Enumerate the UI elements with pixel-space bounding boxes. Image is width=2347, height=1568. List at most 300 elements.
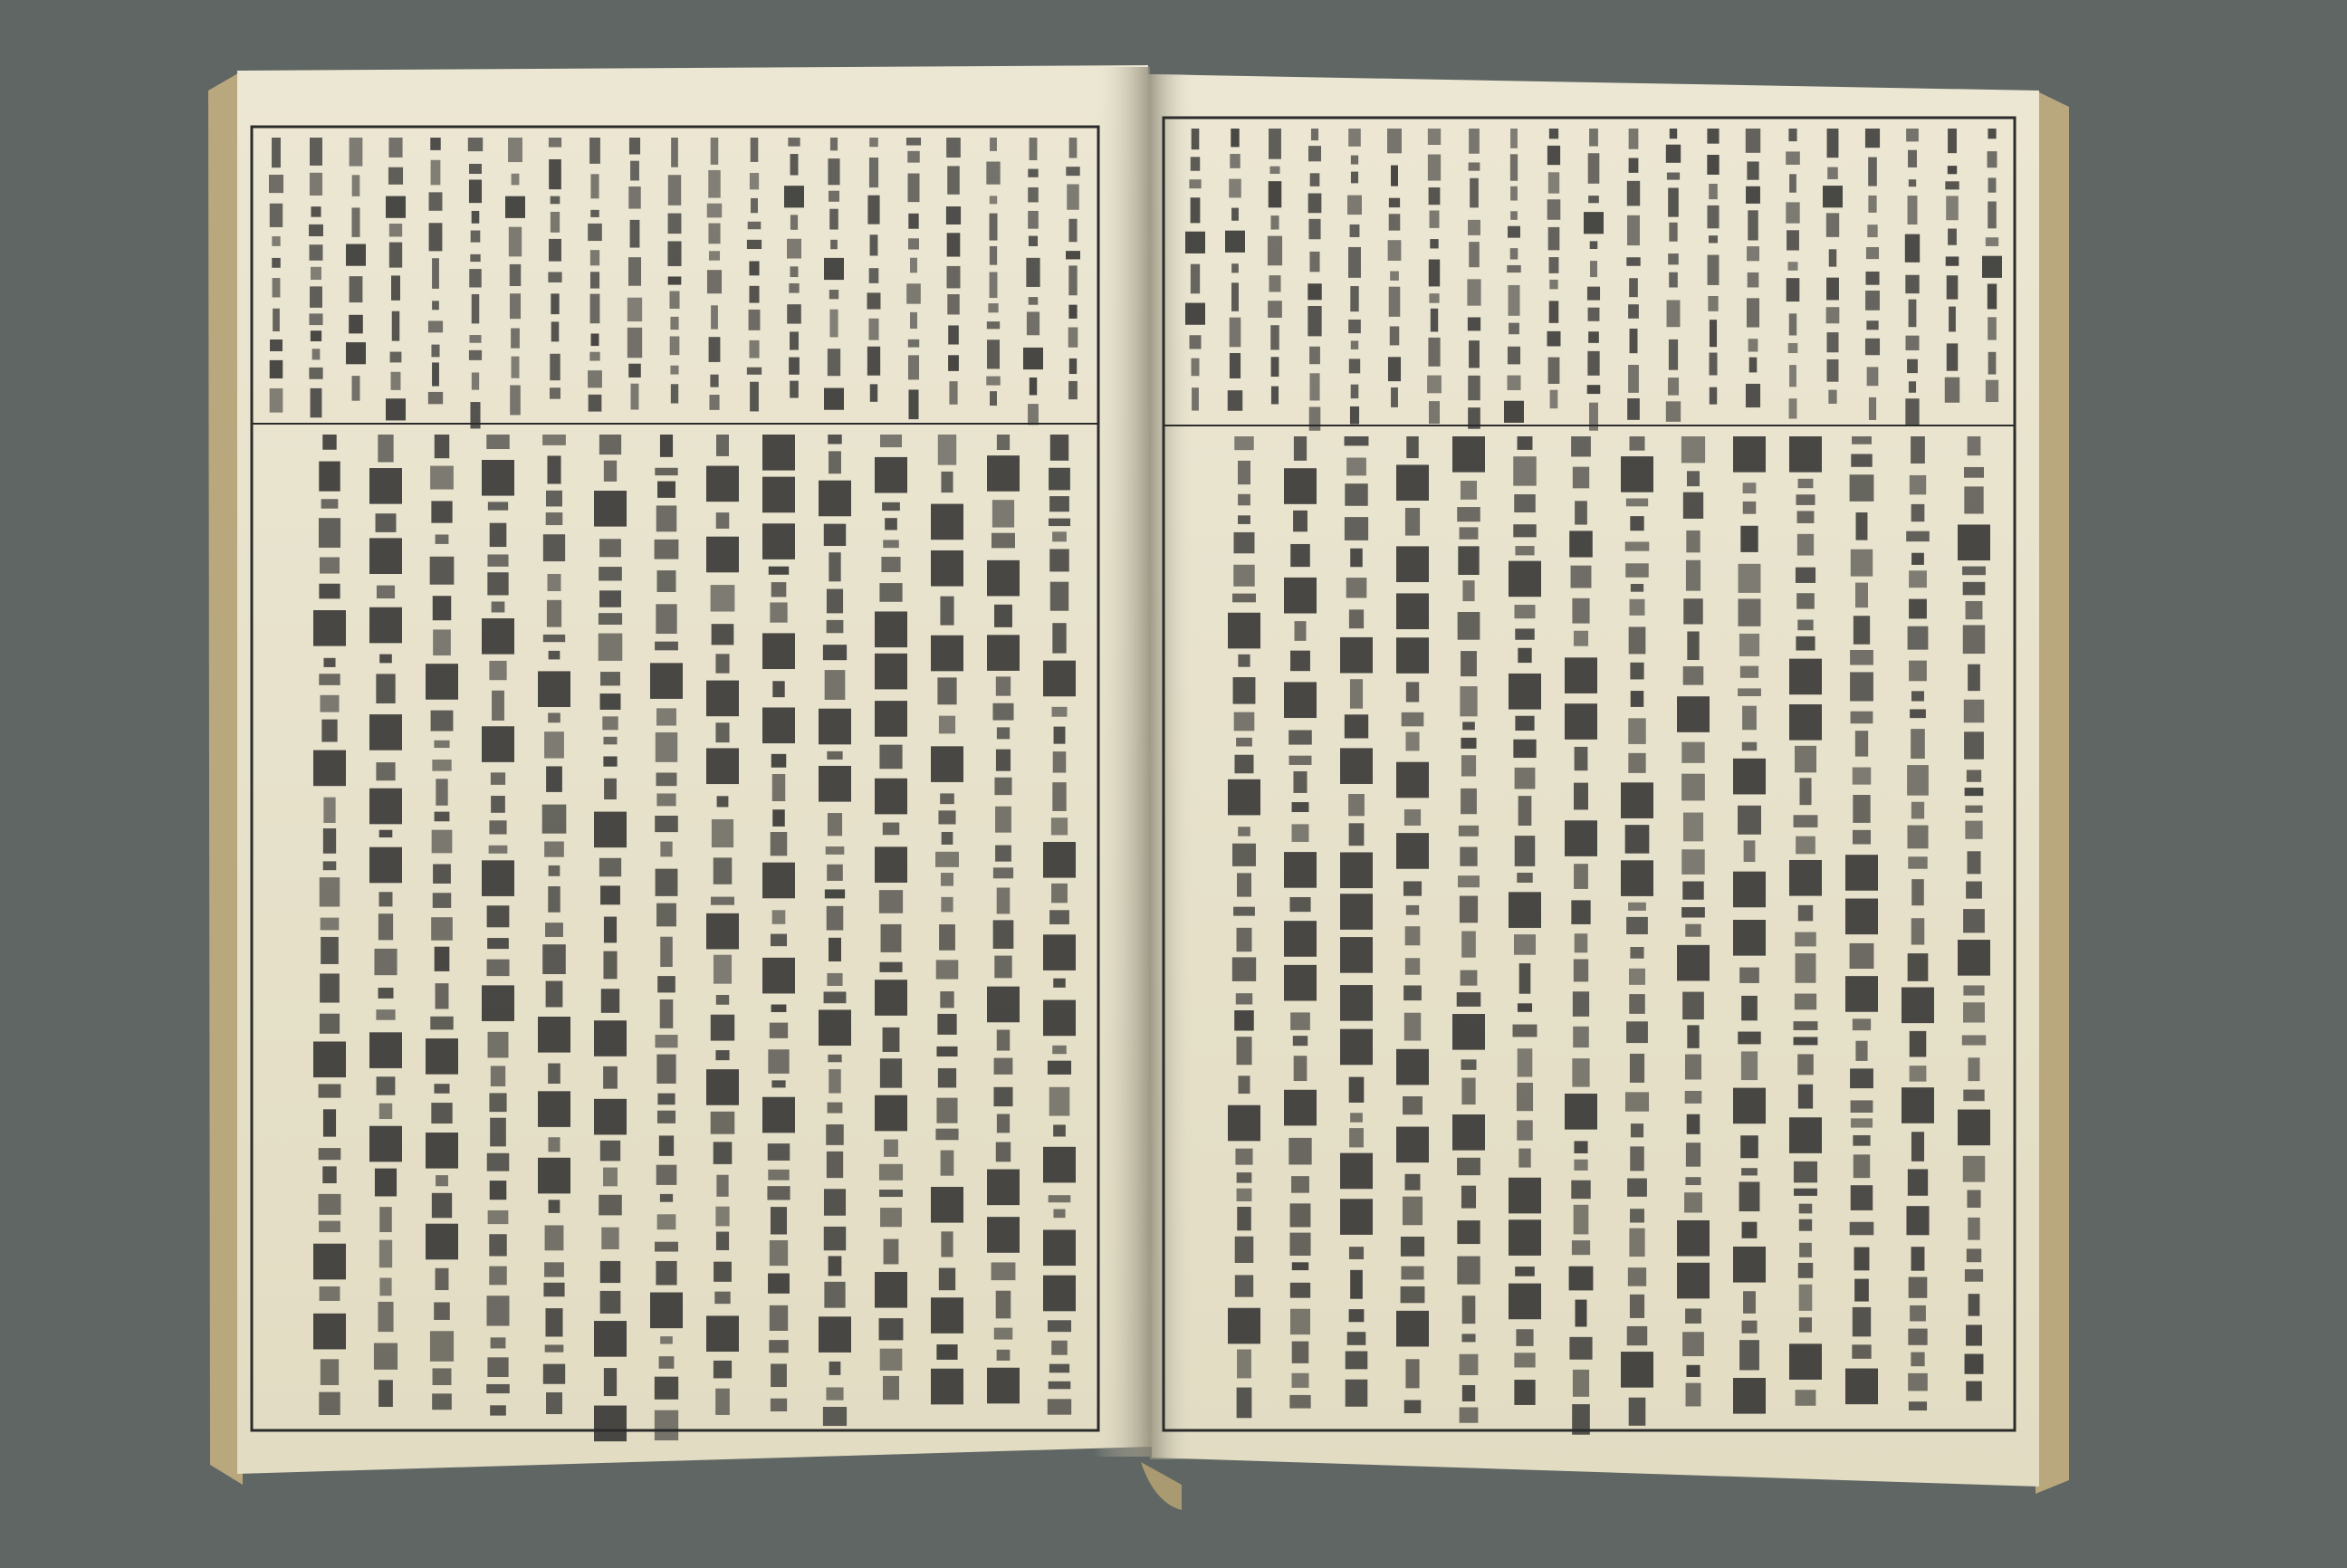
- print-mark: [548, 1064, 560, 1084]
- print-mark: [1911, 802, 1924, 819]
- print-mark: [936, 960, 959, 979]
- print-mark: [1677, 1220, 1710, 1257]
- print-mark: [824, 1189, 846, 1215]
- print-mark: [472, 294, 479, 323]
- print-mark: [1515, 836, 1536, 866]
- print-mark: [309, 244, 322, 261]
- print-mark: [1851, 1185, 1873, 1210]
- print-mark: [1571, 436, 1591, 456]
- print-mark: [1789, 1343, 1822, 1380]
- print-mark: [1867, 225, 1877, 237]
- print-mark: [590, 294, 600, 324]
- print-mark: [1396, 1127, 1429, 1163]
- print-mark: [1798, 905, 1813, 922]
- print-mark: [1909, 381, 1916, 393]
- print-mark: [881, 557, 900, 572]
- print-mark: [659, 1135, 674, 1155]
- print-mark: [270, 388, 283, 413]
- print-mark: [1908, 150, 1917, 167]
- print-mark: [369, 538, 402, 574]
- print-mark: [1027, 311, 1039, 335]
- print-mark: [712, 624, 734, 645]
- print-mark: [434, 741, 449, 748]
- print-mark: [599, 435, 621, 454]
- print-mark: [1043, 661, 1076, 697]
- print-mark: [1468, 220, 1480, 235]
- print-mark: [599, 858, 621, 876]
- print-mark: [1789, 174, 1796, 192]
- print-mark: [819, 709, 851, 745]
- print-mark: [879, 1164, 903, 1181]
- print-mark: [946, 138, 961, 158]
- print-mark: [487, 1296, 510, 1325]
- print-mark: [1461, 1186, 1476, 1209]
- print-mark: [762, 633, 795, 669]
- print-mark: [1742, 706, 1757, 731]
- print-mark: [1030, 138, 1038, 160]
- print-mark: [1851, 550, 1873, 577]
- print-mark: [313, 751, 346, 787]
- print-mark: [549, 1200, 560, 1213]
- print-mark: [1235, 1275, 1253, 1296]
- print-mark: [599, 634, 623, 661]
- print-mark: [1189, 179, 1201, 188]
- print-mark: [1625, 1092, 1649, 1111]
- print-mark: [1308, 283, 1321, 300]
- print-mark: [1786, 151, 1800, 165]
- print-mark: [1461, 932, 1476, 958]
- print-mark: [1966, 1324, 1982, 1345]
- print-mark: [1233, 565, 1254, 587]
- print-mark: [550, 354, 560, 380]
- print-mark: [1708, 296, 1718, 311]
- print-mark: [826, 1124, 844, 1145]
- print-mark: [947, 166, 960, 194]
- print-mark: [545, 1308, 562, 1336]
- print-mark: [489, 1093, 506, 1112]
- print-mark: [1510, 129, 1518, 148]
- print-mark: [1850, 672, 1873, 701]
- print-mark: [931, 550, 963, 587]
- print-mark: [432, 830, 453, 854]
- print-mark: [1746, 186, 1760, 204]
- print-mark: [1572, 598, 1589, 624]
- print-mark: [1851, 712, 1873, 724]
- gutter-shadow-right: [1150, 74, 1195, 1459]
- print-mark: [319, 674, 340, 685]
- print-mark: [829, 310, 838, 338]
- print-mark: [1947, 275, 1959, 299]
- print-mark: [1549, 129, 1558, 139]
- print-mark: [545, 1344, 564, 1352]
- print-mark: [628, 257, 641, 286]
- print-mark: [1066, 167, 1079, 176]
- print-mark: [1667, 300, 1681, 327]
- print-mark: [1628, 365, 1639, 393]
- print-mark: [1509, 323, 1519, 335]
- print-mark: [1909, 1277, 1928, 1298]
- print-mark: [1350, 679, 1363, 708]
- print-mark: [988, 303, 998, 312]
- print-mark: [311, 267, 321, 280]
- print-mark: [1911, 1353, 1924, 1367]
- print-mark: [824, 991, 847, 1003]
- print-mark: [1908, 856, 1927, 868]
- print-mark: [1685, 1308, 1701, 1323]
- print-mark: [431, 711, 454, 731]
- print-mark: [1230, 154, 1240, 168]
- print-mark: [990, 391, 997, 406]
- print-mark: [379, 830, 393, 837]
- print-mark: [828, 158, 839, 185]
- print-mark: [1340, 894, 1373, 930]
- print-mark: [538, 671, 570, 707]
- print-mark: [482, 460, 514, 496]
- print-mark: [1630, 599, 1645, 616]
- print-mark: [947, 233, 961, 256]
- print-mark: [1796, 568, 1815, 583]
- print-mark: [1284, 1090, 1317, 1126]
- print-mark: [1627, 398, 1640, 420]
- print-mark: [655, 1410, 678, 1440]
- print-mark: [784, 186, 804, 207]
- print-mark: [1405, 508, 1420, 536]
- print-mark: [1548, 227, 1560, 250]
- print-mark: [489, 661, 506, 680]
- print-mark: [1068, 305, 1077, 319]
- print-mark: [1510, 186, 1518, 201]
- print-mark: [1788, 262, 1798, 271]
- print-mark: [1237, 928, 1252, 951]
- print-mark: [350, 138, 363, 167]
- print-mark: [1945, 378, 1959, 403]
- print-mark: [1853, 1307, 1871, 1336]
- print-mark: [1396, 1311, 1429, 1347]
- print-mark: [657, 1094, 675, 1105]
- print-mark: [910, 312, 917, 329]
- print-mark: [875, 1095, 907, 1132]
- print-mark: [510, 264, 521, 286]
- print-mark: [824, 1282, 845, 1308]
- print-mark: [875, 1272, 907, 1308]
- print-mark: [490, 1181, 507, 1200]
- print-mark: [771, 582, 787, 597]
- print-mark: [1909, 570, 1927, 588]
- print-mark: [1666, 145, 1681, 163]
- print-mark: [908, 389, 918, 419]
- print-mark: [1797, 620, 1813, 631]
- print-mark: [1340, 1029, 1373, 1066]
- print-mark: [1431, 309, 1438, 332]
- print-mark: [828, 1103, 843, 1114]
- print-mark: [1865, 129, 1880, 148]
- print-mark: [827, 589, 843, 614]
- print-mark: [1185, 303, 1205, 325]
- print-mark: [472, 372, 479, 389]
- print-mark: [1510, 248, 1518, 259]
- print-mark: [542, 944, 566, 974]
- print-mark: [1988, 129, 1996, 139]
- print-mark: [392, 311, 400, 341]
- print-mark: [1460, 896, 1478, 923]
- print-mark: [1345, 517, 1368, 540]
- print-mark: [376, 1009, 395, 1020]
- print-mark: [1237, 1189, 1252, 1201]
- print-mark: [1962, 567, 1986, 576]
- print-mark: [313, 1314, 346, 1350]
- print-mark: [630, 220, 640, 248]
- print-mark: [1461, 970, 1478, 986]
- print-mark: [1396, 833, 1429, 869]
- print-mark: [1683, 813, 1703, 842]
- print-mark: [312, 349, 321, 359]
- print-mark: [1565, 703, 1597, 740]
- print-mark: [319, 518, 340, 548]
- print-mark: [1988, 202, 1997, 229]
- print-mark: [1403, 985, 1422, 1000]
- print-mark: [772, 910, 786, 923]
- print-mark: [1391, 387, 1398, 407]
- print-mark: [655, 1035, 677, 1047]
- print-mark: [1469, 129, 1480, 154]
- print-mark: [1958, 524, 1990, 560]
- print-mark: [771, 1080, 785, 1087]
- print-mark: [1289, 1233, 1310, 1256]
- print-mark: [487, 572, 508, 595]
- print-mark: [990, 214, 998, 241]
- print-mark: [996, 676, 1011, 695]
- print-mark: [1827, 332, 1839, 352]
- print-mark: [472, 211, 480, 224]
- print-mark: [1742, 1222, 1758, 1238]
- print-mark: [1854, 1154, 1870, 1178]
- print-mark: [707, 270, 722, 293]
- print-mark: [993, 1087, 1012, 1106]
- print-mark: [1685, 1055, 1701, 1080]
- print-mark: [1457, 1220, 1480, 1244]
- print-mark: [650, 1293, 683, 1329]
- print-mark: [931, 746, 963, 782]
- print-mark: [538, 1017, 570, 1053]
- print-mark: [489, 1267, 506, 1286]
- print-mark: [657, 976, 675, 992]
- print-mark: [1986, 380, 1998, 402]
- print-mark: [1043, 934, 1076, 970]
- print-mark: [1590, 241, 1598, 249]
- print-mark: [660, 842, 672, 857]
- print-mark: [1348, 794, 1365, 816]
- print-mark: [1229, 179, 1241, 198]
- print-mark: [830, 240, 838, 249]
- print-mark: [1401, 1267, 1423, 1280]
- print-mark: [668, 276, 682, 284]
- print-mark: [1733, 1088, 1766, 1124]
- print-mark: [986, 377, 1000, 386]
- print-mark: [1430, 239, 1438, 248]
- print-mark: [789, 358, 800, 375]
- print-mark: [491, 796, 505, 813]
- print-mark: [1741, 996, 1758, 1020]
- print-mark: [432, 258, 439, 289]
- print-mark: [1235, 1237, 1254, 1263]
- print-mark: [1050, 582, 1068, 611]
- print-mark: [706, 913, 739, 950]
- print-mark: [432, 1193, 452, 1218]
- print-mark: [352, 175, 360, 196]
- print-mark: [544, 1262, 564, 1276]
- print-mark: [352, 376, 360, 401]
- print-mark: [1909, 179, 1916, 186]
- print-mark: [1452, 436, 1485, 473]
- print-mark: [1430, 211, 1440, 228]
- print-mark: [1988, 177, 1997, 192]
- print-mark: [546, 1392, 562, 1414]
- print-mark: [487, 1357, 508, 1377]
- print-mark: [1514, 494, 1535, 512]
- print-mark: [1740, 1135, 1758, 1158]
- print-mark: [590, 272, 599, 288]
- print-mark: [1967, 1190, 1980, 1208]
- print-mark: [1293, 771, 1307, 793]
- print-mark: [987, 1170, 1020, 1206]
- print-mark: [1350, 225, 1360, 237]
- print-mark: [1738, 688, 1761, 696]
- print-mark: [369, 714, 402, 751]
- print-mark: [1547, 146, 1560, 165]
- print-mark: [941, 1151, 954, 1176]
- print-mark: [1518, 436, 1533, 450]
- print-mark: [879, 962, 902, 972]
- print-mark: [1856, 512, 1868, 540]
- print-mark: [551, 212, 560, 233]
- print-mark: [824, 524, 846, 546]
- print-mark: [870, 234, 878, 255]
- print-mark: [991, 533, 1015, 549]
- print-mark: [492, 691, 504, 721]
- print-mark: [762, 958, 795, 994]
- print-mark: [488, 1032, 509, 1058]
- print-mark: [320, 877, 340, 906]
- print-mark: [430, 1331, 454, 1362]
- print-mark: [482, 985, 514, 1021]
- print-mark: [599, 613, 622, 625]
- print-mark: [879, 890, 903, 913]
- print-mark: [1270, 215, 1279, 229]
- print-mark: [1963, 909, 1985, 932]
- print-mark: [1461, 651, 1477, 676]
- print-mark: [320, 1014, 340, 1034]
- print-mark: [1238, 461, 1250, 484]
- print-mark: [1389, 214, 1401, 230]
- print-mark: [997, 435, 1010, 450]
- print-mark: [879, 583, 902, 602]
- print-mark: [1988, 317, 1997, 339]
- print-mark: [1630, 329, 1638, 353]
- print-mark: [1462, 1385, 1475, 1401]
- print-mark: [1292, 1342, 1309, 1363]
- print-mark: [656, 793, 675, 806]
- print-mark: [544, 841, 564, 856]
- print-mark: [711, 1015, 734, 1041]
- print-mark: [1746, 384, 1760, 407]
- print-mark: [1348, 129, 1361, 147]
- print-mark: [1966, 601, 1983, 619]
- print-mark: [1470, 178, 1479, 208]
- print-mark: [1967, 770, 1981, 781]
- print-mark: [750, 173, 759, 189]
- print-mark: [1968, 436, 1981, 455]
- print-mark: [1574, 959, 1588, 981]
- print-mark: [1907, 826, 1928, 849]
- print-mark: [1452, 1114, 1485, 1151]
- print-mark: [426, 1133, 458, 1169]
- print-mark: [1029, 236, 1038, 246]
- print-mark: [1549, 301, 1559, 322]
- print-mark: [1310, 173, 1320, 186]
- print-mark: [1237, 1388, 1252, 1419]
- print-mark: [1284, 468, 1317, 504]
- print-mark: [487, 938, 509, 949]
- print-mark: [1589, 129, 1598, 147]
- print-mark: [489, 1234, 506, 1256]
- print-mark: [1707, 155, 1719, 175]
- print-mark: [749, 310, 761, 330]
- print-mark: [708, 170, 720, 198]
- print-mark: [768, 1274, 790, 1294]
- print-mark: [1289, 897, 1310, 912]
- print-mark: [995, 807, 1011, 833]
- print-mark: [1748, 272, 1759, 288]
- print-mark: [716, 435, 729, 456]
- print-mark: [829, 451, 841, 473]
- print-mark: [660, 937, 673, 967]
- print-mark: [1687, 1025, 1699, 1047]
- print-mark: [1827, 359, 1839, 382]
- print-mark: [486, 1384, 510, 1393]
- print-mark: [376, 513, 397, 532]
- print-mark: [1284, 921, 1317, 957]
- print-mark: [432, 760, 451, 771]
- print-mark: [1234, 436, 1253, 450]
- print-mark: [1911, 553, 1924, 565]
- print-mark: [1049, 519, 1070, 526]
- print-mark: [1625, 825, 1650, 854]
- print-mark: [426, 1224, 458, 1260]
- print-mark: [469, 269, 481, 287]
- print-mark: [1236, 738, 1252, 747]
- print-mark: [997, 1029, 1010, 1050]
- print-mark: [1798, 479, 1814, 488]
- print-mark: [1627, 1326, 1647, 1345]
- print-mark: [789, 283, 799, 293]
- print-mark: [1346, 578, 1367, 598]
- print-mark: [470, 402, 480, 428]
- print-mark: [486, 960, 509, 976]
- print-mark: [433, 596, 451, 620]
- print-mark: [1905, 398, 1919, 425]
- print-mark: [938, 435, 956, 465]
- print-mark: [1588, 153, 1600, 184]
- print-mark: [1709, 353, 1717, 376]
- print-mark: [1573, 991, 1589, 1017]
- print-mark: [1460, 1354, 1479, 1375]
- print-mark: [1349, 823, 1365, 846]
- print-mark: [1908, 1373, 1928, 1391]
- print-mark: [716, 1232, 729, 1250]
- print-mark: [1569, 531, 1593, 557]
- print-mark: [1284, 682, 1317, 718]
- print-mark: [491, 1066, 505, 1086]
